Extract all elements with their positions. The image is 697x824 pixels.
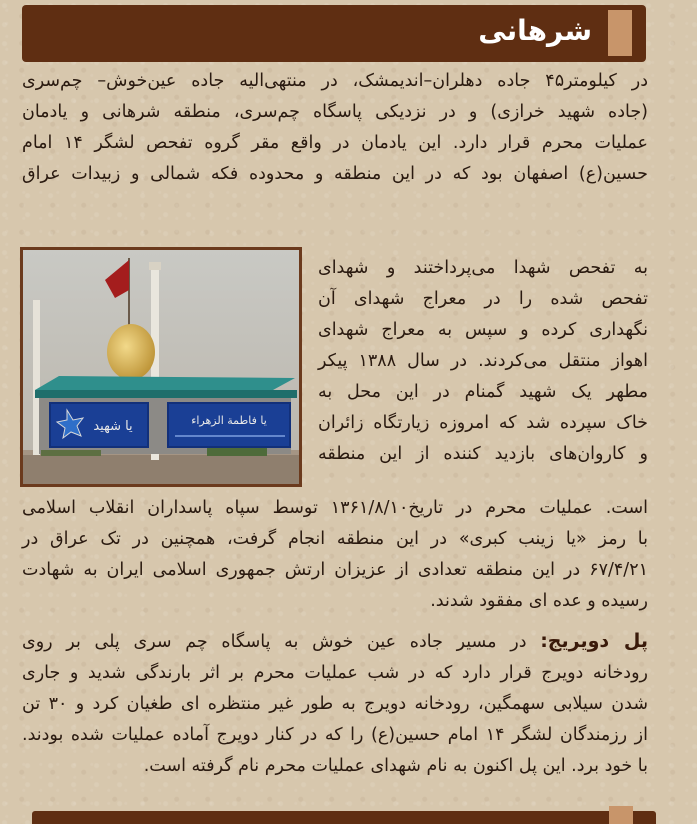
sign-left-text: یا شهید (93, 419, 133, 434)
text-line: رسیده و عده ای مفقود شدند. (430, 591, 648, 611)
text-line: ۶۷/۴/۲۱ در این منطقه تعدادی از عزیزان ارتش جمهوری اسلامی ایران به شهادت (22, 560, 648, 580)
text-line: عملیات محرم قرار دارد. این یادمان در واقع مقر گروه تفحص لشگر ۱۴ امام (22, 133, 648, 153)
header-accent-block (608, 10, 632, 56)
text-line: خاک سپرده شد که امروزه زیارتگاه زائران (318, 413, 648, 433)
text-line-lead (22, 626, 648, 658)
text-line: شدن سیلابی سهمگین، رودخانه دویرج به طور غیر منتظره ای طغیان کرد و ۳۰ تن (22, 694, 648, 714)
text-line: است. عملیات محرم در تاریخ۱۳۶۱/۸/۱۰ توسط سپاه پاسداران انقلاب اسلامی (22, 498, 648, 518)
text-line: از رزمندگان لشگر ۱۴ امام حسین(ع) را که در کنار دویرج آماده عملیات شده بودند. (22, 725, 648, 745)
side-paragraph (318, 253, 648, 470)
intro-paragraph (22, 66, 648, 190)
text-line: و کاروان‌های بازدید کننده از این منطقه (318, 444, 648, 464)
sign-right-text: یا فاطمة الزهراء (191, 414, 267, 427)
text-line: اهواز منتقل می‌کردند. در سال ۱۳۸۸ پیکر (318, 351, 648, 371)
page-title: شرهانی (478, 14, 592, 47)
text-line: حسین(ع) اصفهان بود که در این منطقه و محدوده فکه شمالی و زبیدات عراق (22, 164, 648, 184)
text-line: نگهداری کرده و سپس به معراج شهدای (318, 320, 648, 340)
text-line: در کیلومتر۴۵ جاده دهلران–اندیمشک، در منتهی‌الیه جاده عین‌خوش– چم‌سری (22, 71, 648, 91)
text-line: با خود برد. این پل اکنون به نام شهدای عملیات محرم نام گرفته است. (143, 756, 648, 776)
bridge-heading: پل دویریج: (540, 630, 648, 652)
text-line: (جاده شهید خرازی) و در نزدیکی پاسگاه چم‌سری، منطقه شرهانی و یادمان (22, 102, 648, 122)
text-line: تفحص شده را در معراج شهدای آن (318, 289, 648, 309)
section-header (22, 5, 646, 62)
memorial-photo (20, 247, 302, 487)
next-section-accent (609, 806, 633, 824)
next-section-header (32, 811, 656, 824)
bridge-paragraph (22, 626, 648, 782)
operation-paragraph (22, 493, 648, 617)
text-line-rest: در مسیر جاده عین خوش به پاسگاه چم سری پلی بر روی (22, 632, 541, 652)
text-line: با رمز «یا زینب کبری» در این منطقه انجام گرفت، همچنین در تک عراق در (22, 529, 648, 549)
text-line: به تفحص شهدا می‌پرداختند و شهدای (318, 258, 648, 278)
text-line: مطهر یک شهید گمنام در این محل به (318, 382, 648, 402)
text-line: رودخانه دویرج قرار دارد که در شب عملیات محرم بر اثر بارندگی شدید و جاری (22, 663, 648, 683)
